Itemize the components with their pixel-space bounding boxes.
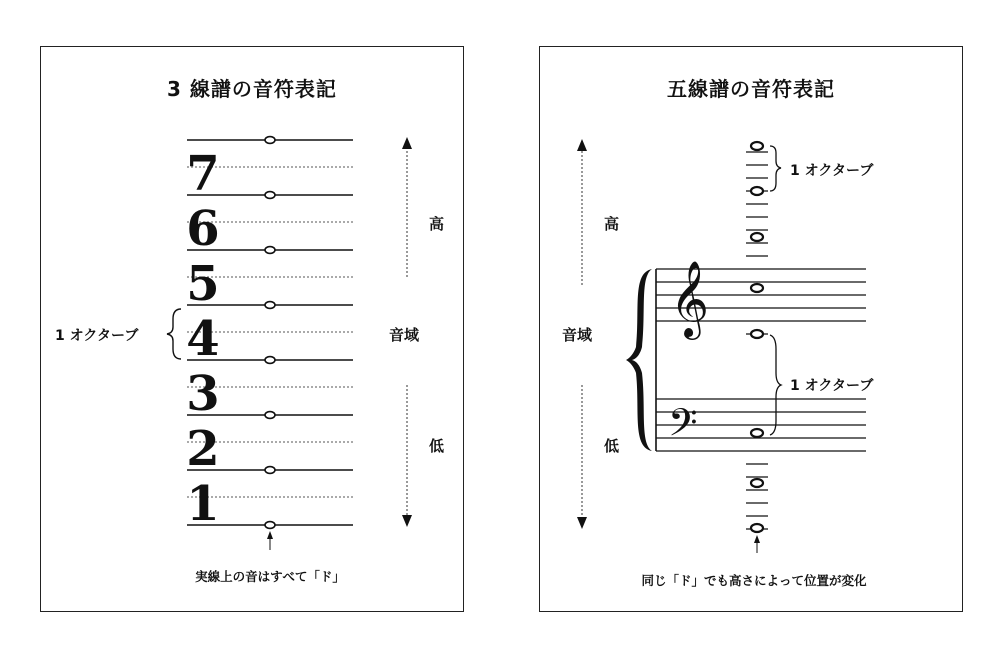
grand-staff-brace-icon [626,269,652,451]
treble-clef-icon: 𝄞 [670,260,710,337]
staff-number: 5 [186,256,220,312]
whole-note [265,522,275,529]
whole-note [751,233,763,241]
up-arrow-icon [577,139,587,151]
bass-clef-icon: 𝄢 [668,400,698,454]
whole-note [265,412,275,419]
whole-note [265,247,275,254]
pointer-arrow-icon [267,531,273,539]
up-arrow-icon [402,137,412,149]
octave-brace-icon [770,335,781,435]
panel-title: 3 線譜の音符表記 [167,77,337,101]
caption: 同じ「ド」でも高さによって位置が変化 [641,573,867,588]
staff-number: 1 [186,476,220,532]
whole-note [751,187,763,195]
staff-number: 3 [186,366,220,422]
whole-note [751,524,763,532]
whole-note [751,142,763,150]
whole-note [751,479,763,487]
caption: 実線上の音はすべて「ド」 [195,569,345,584]
staff-number: 2 [186,421,220,477]
octave-label-mid: 1 オクターブ [790,378,874,394]
pointer-arrow-icon [754,535,760,543]
whole-note [265,137,275,144]
down-arrow-icon [402,515,412,527]
octave-label: 1 オクターブ [55,328,139,344]
staff-number: 6 [186,201,220,257]
range-label: 音域 [562,326,593,344]
grand-staff [540,47,964,613]
whole-note [751,284,763,292]
five-line-notation-panel [539,46,963,612]
whole-note [265,357,275,364]
high-label: 高 [429,215,445,233]
octave-label-top: 1 オクターブ [790,163,874,179]
staff-number: 7 [186,146,220,202]
low-label: 低 [604,437,620,455]
whole-note [265,302,275,309]
range-label: 音域 [389,326,420,344]
whole-note [265,467,275,474]
low-label: 低 [429,437,445,455]
whole-note [751,429,763,437]
three-line-notation-panel [40,46,464,612]
panel-title: 五線譜の音符表記 [667,77,835,101]
octave-brace-icon [770,146,781,191]
whole-note [265,192,275,199]
octave-brace-icon [167,309,181,359]
down-arrow-icon [577,517,587,529]
staff-number: 4 [186,311,220,367]
high-label: 高 [604,215,620,233]
whole-note [751,330,763,338]
